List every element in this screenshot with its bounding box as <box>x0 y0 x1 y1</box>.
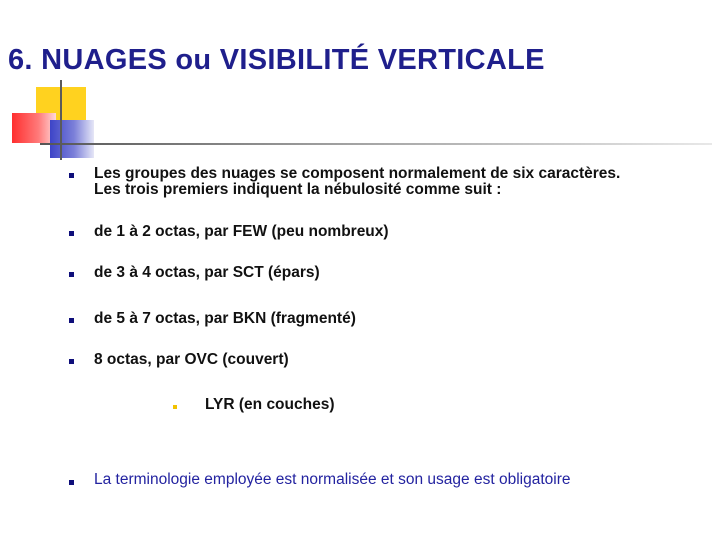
list-item-text: 8 octas, par OVC (couvert) <box>94 351 289 368</box>
footer-note-text: La terminologie employée est normalisée et son usage est obligatoire <box>94 471 571 488</box>
bullet-marker <box>69 231 74 236</box>
list-item-text: de 1 à 2 octas, par FEW (peu nombreux) <box>94 223 389 240</box>
sub-bullet-marker <box>173 405 177 409</box>
list-item-text: Les groupes des nuages se composent normalement de six caractères. <box>94 165 621 182</box>
list-item-text: de 3 à 4 octas, par SCT (épars) <box>94 264 320 281</box>
sub-list-item-text: LYR (en couches) <box>205 396 335 413</box>
decor-blue-square <box>50 120 94 158</box>
slide-title: 6. NUAGES ou VISIBILITÉ VERTICALE <box>8 44 545 76</box>
list-item-text: de 5 à 7 octas, par BKN (fragmenté) <box>94 310 356 327</box>
bullet-marker <box>69 480 74 485</box>
decor-vertical-line <box>60 80 62 160</box>
bullet-marker <box>69 173 74 178</box>
bullet-marker <box>69 272 74 277</box>
bullet-marker <box>69 318 74 323</box>
list-item-text: Les trois premiers indiquent la nébulosité comme suit : <box>94 181 502 198</box>
bullet-marker <box>69 359 74 364</box>
decor-horizontal-rule <box>40 143 712 145</box>
